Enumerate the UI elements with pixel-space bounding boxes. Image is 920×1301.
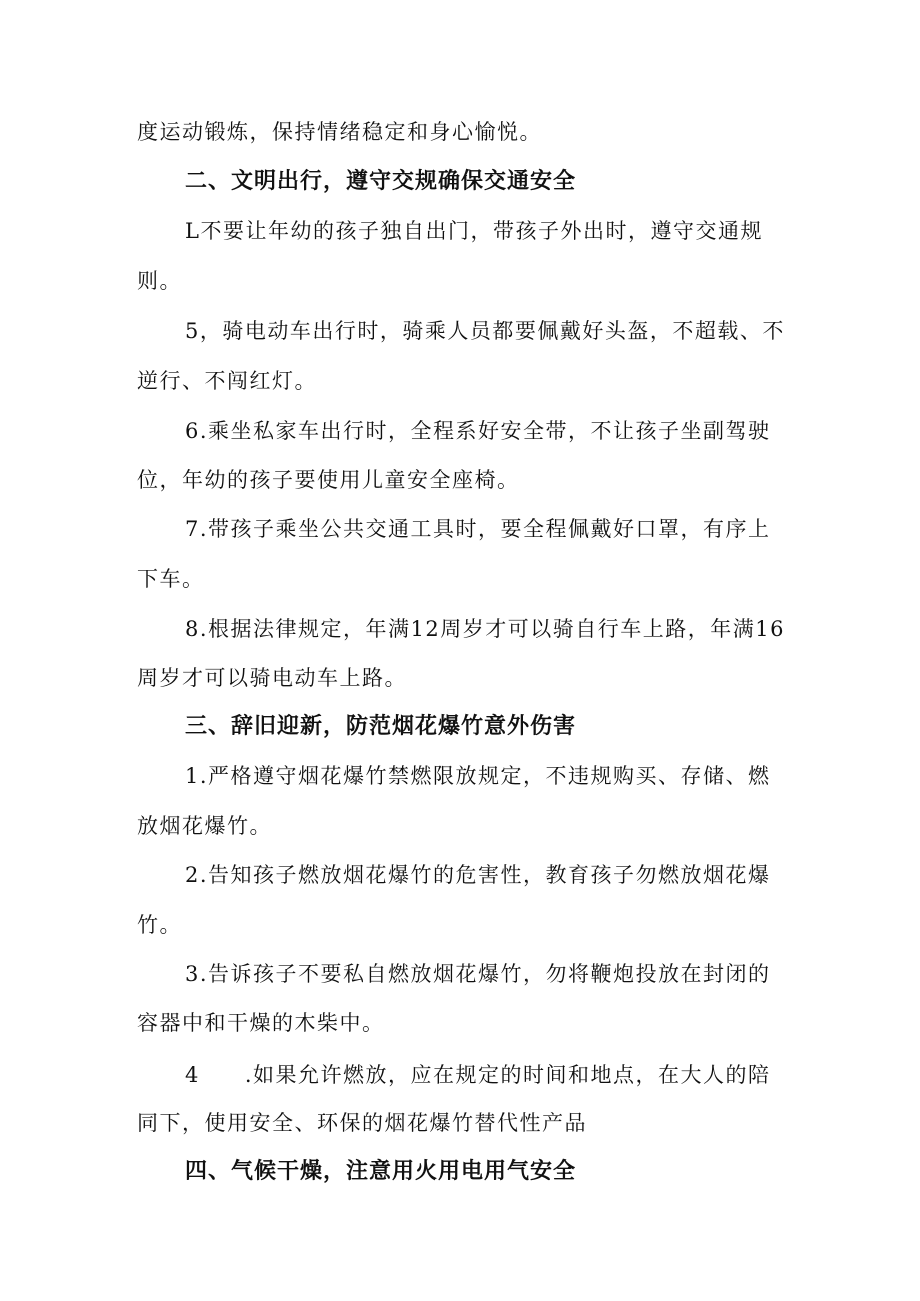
paragraph-line: 5，骑电动车出行时，骑乘人员都要佩戴好头盔，不超载、不 (185, 319, 785, 343)
paragraph-line: L不要让年幼的孩子独自出门，带孩子外出时，遵守交通规 (185, 219, 763, 243)
section-heading-4: 四、气候干燥，注意用火用电用气安全 (185, 1159, 577, 1184)
paragraph-line: 同下，使用安全、环保的烟花爆竹替代性产品 (137, 1111, 587, 1135)
paragraph-line: 8.根据法律规定，年满12周岁才可以骑自行车上路，年满16 (185, 617, 785, 641)
paragraph-line: 周岁才可以骑电动车上路。 (137, 666, 407, 690)
paragraph-line: 则。 (137, 269, 182, 293)
paragraph-line: 逆行、不闯红灯。 (137, 369, 317, 393)
paragraph-line: 度运动锻炼，保持情绪稳定和身心愉悦。 (137, 120, 542, 144)
paragraph-line: 3.告诉孩子不要私自燃放烟花爆竹，勿将鞭炮投放在封闭的 (185, 962, 771, 986)
paragraph-line: 2.告知孩子燃放烟花爆竹的危害性，教育孩子勿燃放烟花爆 (185, 863, 771, 887)
section-heading-2: 二、文明出行，遵守交规确保交通安全 (185, 169, 577, 194)
section-heading-3: 三、辞旧迎新，防范烟花爆竹意外伤害 (185, 714, 577, 739)
paragraph-line: 竹。 (137, 913, 182, 937)
paragraph-line: 下车。 (137, 567, 205, 591)
paragraph-line: 4 .如果允许燃放，应在规定的时间和地点，在大人的陪 (185, 1063, 771, 1087)
paragraph-line: 7.带孩子乘坐公共交通工具时，要全程佩戴好口罩，有序上 (185, 517, 771, 541)
paragraph-line: 位，年幼的孩子要使用儿童安全座椅。 (137, 468, 520, 492)
paragraph-line: 放烟花爆竹。 (137, 814, 272, 838)
paragraph-line: 6.乘坐私家车出行时，全程系好安全带，不让孩子坐副驾驶 (185, 419, 771, 443)
paragraph-line: 1.严格遵守烟花爆竹禁燃限放规定，不违规购买、存储、燃 (185, 764, 771, 788)
paragraph-line: 容器中和干燥的木柴中。 (137, 1011, 385, 1035)
